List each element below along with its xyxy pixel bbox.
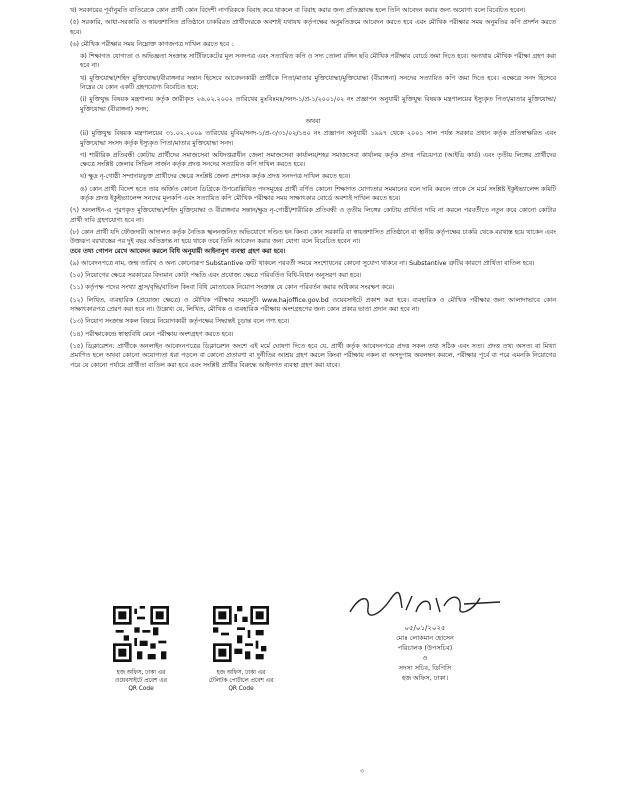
- para-10: (১০) নিয়োগের ক্ষেত্রে সরকারের বিদ্যমান কোটা পদ্ধতি এবং প্রযোজ্য ক্ষেত্রে পরিবর্তিত বিধি-বিধান অনুসরণ করা হবে।: [70, 272, 362, 280]
- para-kha: খ) সরকারের পূর্বানুমতি ব্যতিরেকে কোন প্রার্থী কোন বিদেশী নাগরিককে বিবাহ করে থাকলে বা বিবাহ করার জন্য প্রতিজ্ঞাবদ্ধ হলে তিনি আবেদন করার জন্য অযোগ্য বলে বিবেচিত হবেন।: [70, 7, 526, 14]
- para-13: (১৩) নিয়োগ সংক্রান্ত সকল বিষয়ে নিয়োগকারী কর্তৃপক্ষের সিদ্ধান্তই চূড়ান্ত বলে গণ্য হবে।: [70, 318, 290, 326]
- page-number: ৩: [360, 768, 364, 775]
- para-8-warning: তবে তথ্য গোপন রেখে আবেদন করলে বিধি অনুযায়ী আইনানুগ ব্যবস্থা গ্রহণ করা হবে।: [70, 247, 286, 255]
- qr-right-caption-2: টেলিটক পোর্টালে প্রবেশ এর: [208, 678, 274, 684]
- qr-left: [96, 606, 186, 693]
- qr-left-caption-1: হজ অফিস, ঢাকা এর: [116, 670, 166, 676]
- para-or: অথবা: [305, 117, 321, 125]
- qr-code-icon: [113, 606, 169, 662]
- para-15: (১৫) ডিক্লারেশন: প্রার্থীকে অনলাইন আবেদনপত্রের ডিক্লারেশন অংশে এই মর্মে ঘোষণা দিতে হবে যে, প্রার্থী কর্তৃক আবেদনপত্রে প্রদত্ত সকল তথ্য সঠিক এবং সত্য। প্রদত্ত তথ্য অসত্য বা মিথ্যা প্রমাণিত হলে অথবা কোনো অযোগ্যতা ধরা পড়লে বা কোনো প্রতারণা বা দুর্নীতির আশ্রয় গ্রহণ করলে কিংবা পরীক্ষায় নকল বা অসদুপায় অবলম্বন করলে, পরীক্ষার পূর্বে বা পরে এমনকি নিয়োগের পরে যে কোনো পর্যায়ে প্রার্থীতা বাতিল করা হবে এবং সংশ্লিষ্ট প্রার্থীর বিরুদ্ধে আইনগত ব্যবস্থা গ্রহণ করা যাবে।: [70, 342, 556, 369]
- qr-left-caption-3: QR Code: [128, 686, 154, 692]
- para-6-uma: ঙ) কোন প্রার্থী বিদেশ হতে তার অর্জিত কোনো ডিগ্রিকে উপরোল্লিখিত পদসমূহের প্রার্থী বর্ণিত কোনো শিক্ষাগত যোগ্যতার সমমানের বলে দাবি করলে তাকে সে মর্মে সংশ্লিষ্ট ইকুইভ্যালেন্স কমিটি কর্তৃক প্রদত্ত ইকুইভ্যালেন্স সনদের মূলকপি এবং সত্যায়িত কপি মৌখিক পরীক্ষার সময় সাক্ষাৎকার বোর্ডে অবশ্যই দাখিল করতে হবে।: [80, 185, 556, 203]
- para-6-kha: খ) মুক্তিযোদ্ধা/শহিদ মুক্তিযোদ্ধা/বীরাঙ্গনার সন্তান হিসেবে আবেদনকারী প্রার্থীকে পিতা/মাতার মুক্তিযোদ্ধা/মুক্তিযোদ্ধা (বীরাঙ্গনা) সনদের সত্যায়িত কপি জমা দিতে হবে। এক্ষেত্রে সনদ হিসেবে নিম্নের যে কোন একটি গ্রহণযোগ্য বিবেচিত হবে:: [80, 74, 556, 92]
- para-5: (৫) সরকারি, আধা-সরকারি ও স্বায়ত্তশাসিত প্রতিষ্ঠানে চাকরিরত প্রার্থীদেরকে অবশ্যই যথাযথ কর্তৃপক্ষের অনুমতিক্রমে আবেদন করতে হবে এবং মৌখিক পরীক্ষার সময় অনুমতির কপি প্রদর্শন করতে হবে।: [70, 19, 556, 36]
- qr-right-caption-1: হজ অফিস, ঢাকা এর: [216, 670, 266, 676]
- para-9: (৯) আবেদনপত্রে নাম, জন্ম তারিখ ও অন্য কোনোরূপ Substantive ত্রুটি থাকলে পরবর্তী সময়ে সংশোধনের কোনো সুযোগ থাকবে না। Substantive ত্রুটির কারণে প্রার্থিতা বাতিল হবে।: [70, 259, 535, 267]
- para-6-ga: গ) শারীরিক প্রতিবন্ধী কোটায় প্রার্থীদের সমাজসেবা অধিদপ্তরাধীন জেলা সমাজসেবা কার্যালয়/শহর সমাজসেবা কার্যালয় কর্তৃক প্রদত্ত পরিচয়পত্র (আইডি কার্ড) এবং তৃতীয় লিঙ্গের প্রার্থীদের ক্ষেত্রে সংশ্লিষ্ট জেলার সিভিল সার্জন কর্তৃক প্রদত্ত সনদের সত্যায়িত কপি দাখিল করতে হবে।: [80, 151, 556, 169]
- para-6-ii: (ii) মুক্তিযুদ্ধ বিষয়ক মন্ত্রণালয়ের ৩১.০২.২০০৯ তারিখের মুবিম/সনদ-১/প্র-৩/৩১/০২/১৪০ নং প্রজ্ঞাপন অনুযায়ী ১৯৯৭ থেকে ২০০১ সাল পর্যন্ত সরকার প্রধান কর্তৃক প্রতিস্বাক্ষরিত এবং মুক্তিযোদ্ধা সংসদ কর্তৃক ইস্যুকৃত পিতা/মাতার মুক্তিযোদ্ধা সনদ।: [80, 130, 556, 147]
- signatory-name: মোঃ লোকমান হোসেন: [396, 634, 454, 642]
- para-8: (৮) কোন প্রার্থী যদি ফৌজদারী আদালত কর্তৃক নৈতিক স্খলনজনিত অভিযোগে দণ্ডিত হন কিংবা কোন সরকারি বা স্বায়ত্তশাসিত প্রতিষ্ঠানে বা স্থানীয় কর্তৃপক্ষের চাকরি থেকে বরখাস্ত হয়ে থাকেন এবং উক্তরূপ বরখাস্তের পর দুই বছর অতিক্রান্ত না হয়ে থাকে তবে তিনি আবেদন করার জন্য যোগ্য বলে বিবেচিত হবেন না।: [70, 228, 556, 246]
- signatory-role: পরিচালক (উপসচিব): [397, 644, 453, 652]
- qr-code-icon: [213, 606, 269, 662]
- signature-block: [335, 590, 515, 683]
- para-12: (১২) লিখিত, ব্যবহারিক (প্রযোজ্য ক্ষেত্রে) ও মৌখিক পরীক্ষার সময়সূচী www.hajoffice.gov.bd ওয়েবসাইটে প্রকাশ করা হবে। ব্যবহারিক ও মৌখিক পরীক্ষার জন্য আলাদাভাবে কোন সাক্ষাৎকারপত্র প্রেরণ করা হবে না। উল্লেখ্য যে, লিখিত, মৌখিক ও ব্যবহারিক পরীক্ষায় অংশগ্রহণের জন্য কোন প্রকার ভাতা প্রদান করা হবে না।: [70, 296, 556, 314]
- qr-left-caption-2: ওয়েবসাইটে প্রবেশ এর: [115, 678, 167, 684]
- signature-date: ০৫/০১/২০২৫: [404, 624, 446, 632]
- qr-right-caption-3: QR Code: [228, 686, 254, 692]
- para-6: (৬) মৌখিক পরীক্ষার সময় নিম্নোক্ত কাগজপত্র দাখিল করতে হবে :: [70, 40, 234, 48]
- para-6-ka: ক) শিক্ষাগত যোগ্যতা ও অভিজ্ঞতা সংক্রান্ত সার্টিফিকেটের মূল সনদপত্র এবং সত্যায়িত কপি ও সদ্য তোলা রঙ্গিন ছবি মৌখিক পরীক্ষার বোর্ডে জমা দিতে হবে। অন্যথায় মৌখিক পরীক্ষা গ্রহণ করা হবে না।: [80, 53, 556, 70]
- para-6-gha: ঘ) ক্ষুদ্র নৃ-গোষ্ঠী সম্প্রদায়ভুক্ত প্রার্থীদের ক্ষেত্রে সংশ্লিষ্ট জেলা প্রশাসক কর্তৃক প্রদত্ত সনদপত্র দাখিল করতে হবে।: [80, 173, 351, 181]
- signatory-office: হজ অফিস, ঢাকা।: [401, 674, 449, 682]
- qr-right: [196, 606, 286, 693]
- signatory-conj: ও: [422, 654, 428, 662]
- handwritten-signature: [340, 590, 510, 620]
- para-6-i: (i) মুক্তিযুদ্ধ বিষয়ক মন্ত্রণালয় কর্তৃক জারীকৃত ২৬.০২.২০০২ তারিখের মুঃবিঃমঃ/সনদ-১/প্র-১/২০০১/০২ নং প্রজ্ঞাপন অনুযায়ী মুক্তিযুদ্ধ বিষয়ক মন্ত্রণালয়ের ইস্যুকৃত পিতা/মাতার মুক্তিযোদ্ধা/মুক্তিযোদ্ধা (বীরাঙ্গনা) সনদ;: [80, 96, 556, 113]
- para-7: (৭) অনলাইন-এ পূরণকৃত মুক্তিযোদ্ধা/শহিদ মুক্তিযোদ্ধা ও বীরাঙ্গনার সন্তান/ক্ষুদ্র নৃ-গোষ্ঠী/শারীরিক প্রতিবন্ধী ও তৃতীয় লিঙ্গের কোটায় প্রার্থিতা দাবি না করলে পরবর্তীতে নতুন করে কোনো কোটার প্রার্থী দাবি গ্রহণযোগ্য হবে না।: [70, 207, 556, 224]
- para-11: (১১) কর্তৃপক্ষ পদের সংখ্যা হ্রাস/বৃদ্ধি/বাতিল কিংবা বিধি মোতাবেক নিয়োগ সংক্রান্ত যে কোন পরিবর্তন করার অধিকার সংরক্ষণ করে।: [70, 284, 395, 292]
- para-14: (১৪) পরীক্ষাকেন্দ্রে স্বাস্থ্যবিধি মেনে পরীক্ষায় অংশগ্রহণ করতে হবে।: [70, 330, 234, 338]
- signatory-role-2: সদস্য সচিব, ডিপিসি: [398, 664, 452, 672]
